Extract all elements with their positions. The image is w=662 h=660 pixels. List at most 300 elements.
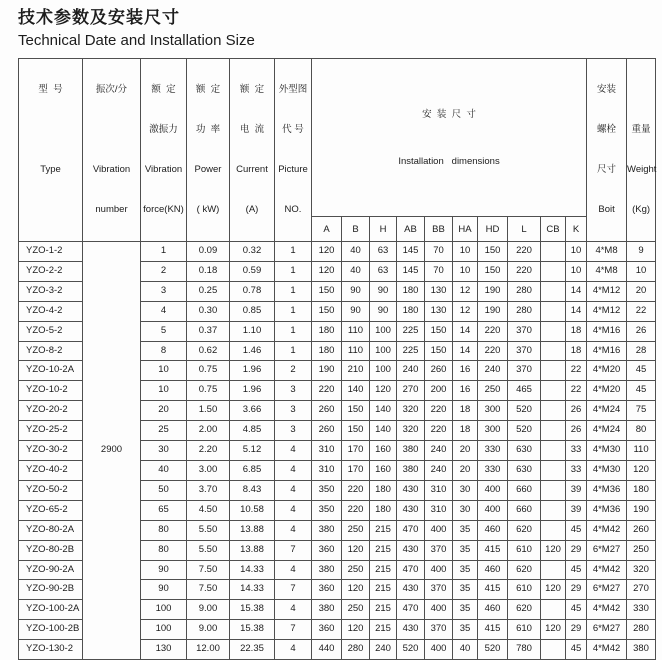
cell-picture: 4 — [275, 500, 312, 520]
cell-BB: 150 — [425, 341, 453, 361]
cell-B: 120 — [342, 540, 370, 560]
page-subtitle: Technical Date and Installation Size — [18, 32, 255, 49]
cell-K: 45 — [566, 600, 587, 620]
cell-L: 660 — [508, 500, 541, 520]
title-block — [0, 0, 662, 51]
cell-type: YZO-80-2B — [19, 540, 83, 560]
table-body — [19, 242, 656, 660]
cell-L: 280 — [508, 301, 541, 321]
col-header-vibration-force: 额 定 激振力 Vibration force(KN) — [141, 59, 187, 242]
cell-AB: 145 — [397, 242, 425, 262]
cell-force: 3 — [141, 281, 187, 301]
cell-bolt: 4*M20 — [587, 361, 627, 381]
col-header-dim-k: K — [566, 217, 587, 242]
cell-K: 45 — [566, 560, 587, 580]
cell-B: 140 — [342, 381, 370, 401]
cell-L: 780 — [508, 640, 541, 660]
cell-bolt: 4*M12 — [587, 301, 627, 321]
cell-H: 140 — [370, 421, 397, 441]
cell-power: 9.00 — [187, 620, 230, 640]
cell-HA: 35 — [453, 580, 478, 600]
cell-HA: 35 — [453, 540, 478, 560]
cell-type: YZO-10-2 — [19, 381, 83, 401]
cell-AB: 225 — [397, 341, 425, 361]
cell-power: 9.00 — [187, 600, 230, 620]
cell-A: 380 — [312, 520, 342, 540]
cell-power: 0.18 — [187, 261, 230, 281]
col-header-installation-dimensions: 安 装 尺 寸 Installation dimensions — [312, 59, 587, 217]
cell-current: 1.46 — [230, 341, 275, 361]
cell-type: YZO-8-2 — [19, 341, 83, 361]
page-title: 技术参数及安装尺寸 — [18, 8, 180, 27]
cell-AB: 380 — [397, 441, 425, 461]
cell-CB — [541, 361, 566, 381]
cell-HA: 20 — [453, 441, 478, 461]
cell-force: 10 — [141, 361, 187, 381]
cell-bolt: 4*M36 — [587, 480, 627, 500]
cell-type: YZO-10-2A — [19, 361, 83, 381]
cell-weight: 120 — [627, 460, 656, 480]
cell-picture: 4 — [275, 480, 312, 500]
cell-picture: 3 — [275, 421, 312, 441]
cell-H: 63 — [370, 242, 397, 262]
cell-current: 15.38 — [230, 600, 275, 620]
cell-AB: 320 — [397, 421, 425, 441]
cell-A: 310 — [312, 441, 342, 461]
cell-weight: 45 — [627, 361, 656, 381]
cell-weight: 270 — [627, 580, 656, 600]
cell-bolt: 4*M42 — [587, 560, 627, 580]
cell-CB — [541, 401, 566, 421]
cell-B: 170 — [342, 441, 370, 461]
cell-current: 0.32 — [230, 242, 275, 262]
cell-bolt: 4*M24 — [587, 401, 627, 421]
cell-type: YZO-90-2A — [19, 560, 83, 580]
cell-weight: 280 — [627, 620, 656, 640]
cell-B: 90 — [342, 301, 370, 321]
cell-current: 1.96 — [230, 361, 275, 381]
cell-L: 660 — [508, 480, 541, 500]
cell-AB: 470 — [397, 600, 425, 620]
cell-BB: 150 — [425, 321, 453, 341]
cell-HA: 35 — [453, 520, 478, 540]
cell-K: 39 — [566, 480, 587, 500]
cell-H: 160 — [370, 441, 397, 461]
cell-HD: 330 — [478, 441, 508, 461]
col-header-dim-ab: AB — [397, 217, 425, 242]
cell-weight: 330 — [627, 600, 656, 620]
cell-L: 610 — [508, 580, 541, 600]
cell-L: 610 — [508, 540, 541, 560]
cell-current: 8.43 — [230, 480, 275, 500]
cell-H: 215 — [370, 560, 397, 580]
cell-H: 240 — [370, 640, 397, 660]
cell-power: 5.50 — [187, 540, 230, 560]
cell-weight: 20 — [627, 281, 656, 301]
col-header-dim-cb: CB — [541, 217, 566, 242]
cell-force: 100 — [141, 600, 187, 620]
cell-force: 90 — [141, 580, 187, 600]
cell-power: 4.50 — [187, 500, 230, 520]
cell-HA: 30 — [453, 500, 478, 520]
cell-K: 29 — [566, 580, 587, 600]
cell-HA: 35 — [453, 620, 478, 640]
cell-H: 180 — [370, 480, 397, 500]
cell-CB — [541, 242, 566, 262]
cell-HA: 35 — [453, 560, 478, 580]
cell-force: 5 — [141, 321, 187, 341]
cell-CB — [541, 321, 566, 341]
cell-BB: 220 — [425, 421, 453, 441]
cell-L: 220 — [508, 242, 541, 262]
cell-picture: 4 — [275, 600, 312, 620]
cell-HD: 300 — [478, 421, 508, 441]
cell-HA: 16 — [453, 361, 478, 381]
cell-HD: 220 — [478, 321, 508, 341]
cell-type: YZO-4-2 — [19, 301, 83, 321]
cell-HA: 20 — [453, 460, 478, 480]
col-header-dim-hd: HD — [478, 217, 508, 242]
cell-power: 1.50 — [187, 401, 230, 421]
cell-power: 3.00 — [187, 460, 230, 480]
cell-AB: 430 — [397, 540, 425, 560]
cell-HA: 18 — [453, 401, 478, 421]
cell-K: 18 — [566, 321, 587, 341]
cell-HA: 18 — [453, 421, 478, 441]
cell-A: 220 — [312, 381, 342, 401]
cell-A: 360 — [312, 540, 342, 560]
cell-CB — [541, 600, 566, 620]
cell-AB: 225 — [397, 321, 425, 341]
technical-data-table — [18, 58, 656, 660]
cell-BB: 400 — [425, 640, 453, 660]
cell-current: 5.12 — [230, 441, 275, 461]
cell-BB: 400 — [425, 560, 453, 580]
cell-AB: 430 — [397, 500, 425, 520]
cell-B: 250 — [342, 520, 370, 540]
cell-H: 120 — [370, 381, 397, 401]
cell-A: 260 — [312, 401, 342, 421]
cell-picture: 7 — [275, 620, 312, 640]
col-header-dim-a: A — [312, 217, 342, 242]
cell-type: YZO-20-2 — [19, 401, 83, 421]
cell-picture: 3 — [275, 401, 312, 421]
cell-force: 1 — [141, 242, 187, 262]
cell-power: 7.50 — [187, 580, 230, 600]
cell-H: 180 — [370, 500, 397, 520]
cell-K: 18 — [566, 341, 587, 361]
cell-BB: 240 — [425, 460, 453, 480]
cell-K: 39 — [566, 500, 587, 520]
cell-bolt: 4*M30 — [587, 460, 627, 480]
cell-HD: 460 — [478, 520, 508, 540]
cell-type: YZO-2-2 — [19, 261, 83, 281]
col-header-dim-l: L — [508, 217, 541, 242]
col-header-dim-b: B — [342, 217, 370, 242]
cell-AB: 430 — [397, 480, 425, 500]
cell-K: 22 — [566, 361, 587, 381]
cell-BB: 130 — [425, 301, 453, 321]
cell-HA: 35 — [453, 600, 478, 620]
cell-bolt: 4*M30 — [587, 441, 627, 461]
cell-weight: 28 — [627, 341, 656, 361]
cell-HA: 30 — [453, 480, 478, 500]
cell-HD: 400 — [478, 480, 508, 500]
cell-current: 10.58 — [230, 500, 275, 520]
cell-current: 13.88 — [230, 540, 275, 560]
cell-HD: 240 — [478, 361, 508, 381]
cell-AB: 180 — [397, 281, 425, 301]
cell-weight: 75 — [627, 401, 656, 421]
col-header-current: 额 定 电 流 Current (A) — [230, 59, 275, 242]
cell-current: 0.85 — [230, 301, 275, 321]
cell-H: 63 — [370, 261, 397, 281]
col-header-vibration-number: 振次/分 Vibration number — [83, 59, 141, 242]
cell-A: 360 — [312, 620, 342, 640]
cell-BB: 370 — [425, 540, 453, 560]
cell-K: 26 — [566, 401, 587, 421]
cell-HD: 190 — [478, 281, 508, 301]
cell-HD: 520 — [478, 640, 508, 660]
cell-CB — [541, 381, 566, 401]
cell-CB — [541, 500, 566, 520]
cell-A: 310 — [312, 460, 342, 480]
cell-A: 380 — [312, 560, 342, 580]
col-header-type: 型 号 Type — [19, 59, 83, 242]
cell-HA: 12 — [453, 301, 478, 321]
cell-picture: 1 — [275, 341, 312, 361]
cell-bolt: 4*M8 — [587, 242, 627, 262]
cell-HD: 190 — [478, 301, 508, 321]
cell-L: 620 — [508, 560, 541, 580]
cell-current: 1.10 — [230, 321, 275, 341]
col-header-dim-ha: HA — [453, 217, 478, 242]
cell-HD: 150 — [478, 261, 508, 281]
cell-K: 26 — [566, 421, 587, 441]
cell-CB — [541, 640, 566, 660]
col-header-dim-h: H — [370, 217, 397, 242]
cell-AB: 145 — [397, 261, 425, 281]
cell-force: 65 — [141, 500, 187, 520]
cell-type: YZO-40-2 — [19, 460, 83, 480]
cell-BB: 70 — [425, 242, 453, 262]
cell-picture: 4 — [275, 520, 312, 540]
cell-H: 140 — [370, 401, 397, 421]
cell-L: 370 — [508, 361, 541, 381]
cell-picture: 7 — [275, 580, 312, 600]
cell-weight: 250 — [627, 540, 656, 560]
cell-L: 465 — [508, 381, 541, 401]
cell-power: 0.09 — [187, 242, 230, 262]
cell-BB: 310 — [425, 480, 453, 500]
cell-force: 100 — [141, 620, 187, 640]
cell-H: 100 — [370, 341, 397, 361]
cell-H: 100 — [370, 361, 397, 381]
cell-L: 370 — [508, 321, 541, 341]
cell-power: 2.00 — [187, 421, 230, 441]
cell-HD: 460 — [478, 600, 508, 620]
cell-power: 5.50 — [187, 520, 230, 540]
cell-weight: 190 — [627, 500, 656, 520]
cell-H: 215 — [370, 600, 397, 620]
cell-BB: 130 — [425, 281, 453, 301]
cell-weight: 380 — [627, 640, 656, 660]
cell-A: 350 — [312, 500, 342, 520]
cell-AB: 380 — [397, 460, 425, 480]
cell-K: 10 — [566, 261, 587, 281]
cell-CB — [541, 281, 566, 301]
cell-force: 25 — [141, 421, 187, 441]
cell-L: 220 — [508, 261, 541, 281]
cell-force: 80 — [141, 540, 187, 560]
cell-current: 1.96 — [230, 381, 275, 401]
cell-bolt: 4*M42 — [587, 520, 627, 540]
cell-CB: 120 — [541, 540, 566, 560]
cell-BB: 370 — [425, 580, 453, 600]
cell-bolt: 6*M27 — [587, 580, 627, 600]
cell-HA: 14 — [453, 321, 478, 341]
cell-B: 250 — [342, 560, 370, 580]
cell-picture: 4 — [275, 640, 312, 660]
cell-K: 22 — [566, 381, 587, 401]
cell-K: 14 — [566, 281, 587, 301]
cell-CB — [541, 301, 566, 321]
cell-HA: 12 — [453, 281, 478, 301]
cell-BB: 200 — [425, 381, 453, 401]
cell-type: YZO-130-2 — [19, 640, 83, 660]
cell-B: 120 — [342, 580, 370, 600]
cell-B: 220 — [342, 480, 370, 500]
cell-A: 260 — [312, 421, 342, 441]
cell-AB: 470 — [397, 560, 425, 580]
cell-vibration-number: 2900 — [83, 242, 141, 660]
cell-weight: 320 — [627, 560, 656, 580]
cell-HD: 300 — [478, 401, 508, 421]
cell-H: 90 — [370, 301, 397, 321]
cell-L: 630 — [508, 460, 541, 480]
cell-type: YZO-1-2 — [19, 242, 83, 262]
cell-force: 90 — [141, 560, 187, 580]
cell-picture: 4 — [275, 441, 312, 461]
cell-force: 30 — [141, 441, 187, 461]
cell-type: YZO-3-2 — [19, 281, 83, 301]
cell-H: 215 — [370, 540, 397, 560]
table-row — [19, 242, 656, 262]
cell-HD: 460 — [478, 560, 508, 580]
cell-L: 620 — [508, 520, 541, 540]
cell-B: 90 — [342, 281, 370, 301]
cell-picture: 1 — [275, 242, 312, 262]
cell-K: 33 — [566, 441, 587, 461]
cell-CB — [541, 261, 566, 281]
cell-HA: 10 — [453, 242, 478, 262]
cell-power: 0.62 — [187, 341, 230, 361]
cell-picture: 1 — [275, 321, 312, 341]
cell-bolt: 4*M24 — [587, 421, 627, 441]
cell-bolt: 4*M36 — [587, 500, 627, 520]
cell-picture: 2 — [275, 361, 312, 381]
cell-picture: 7 — [275, 540, 312, 560]
cell-A: 380 — [312, 600, 342, 620]
cell-type: YZO-100-2B — [19, 620, 83, 640]
cell-picture: 1 — [275, 301, 312, 321]
cell-weight: 10 — [627, 261, 656, 281]
cell-type: YZO-90-2B — [19, 580, 83, 600]
cell-CB — [541, 441, 566, 461]
cell-CB — [541, 480, 566, 500]
cell-bolt: 4*M12 — [587, 281, 627, 301]
col-header-picture-no: 外型图 代 号 Picture NO. — [275, 59, 312, 242]
cell-picture: 3 — [275, 381, 312, 401]
cell-CB — [541, 560, 566, 580]
cell-AB: 180 — [397, 301, 425, 321]
cell-weight: 180 — [627, 480, 656, 500]
cell-A: 120 — [312, 242, 342, 262]
cell-CB — [541, 341, 566, 361]
cell-force: 130 — [141, 640, 187, 660]
cell-type: YZO-100-2A — [19, 600, 83, 620]
cell-current: 22.35 — [230, 640, 275, 660]
cell-HA: 16 — [453, 381, 478, 401]
cell-HA: 10 — [453, 261, 478, 281]
cell-H: 90 — [370, 281, 397, 301]
cell-HD: 400 — [478, 500, 508, 520]
cell-power: 3.70 — [187, 480, 230, 500]
cell-B: 40 — [342, 242, 370, 262]
cell-bolt: 6*M27 — [587, 540, 627, 560]
cell-current: 14.33 — [230, 580, 275, 600]
cell-A: 350 — [312, 480, 342, 500]
cell-type: YZO-5-2 — [19, 321, 83, 341]
cell-force: 2 — [141, 261, 187, 281]
cell-type: YZO-65-2 — [19, 500, 83, 520]
cell-bolt: 4*M20 — [587, 381, 627, 401]
cell-type: YZO-80-2A — [19, 520, 83, 540]
cell-B: 280 — [342, 640, 370, 660]
cell-B: 250 — [342, 600, 370, 620]
cell-L: 520 — [508, 401, 541, 421]
cell-type: YZO-30-2 — [19, 441, 83, 461]
col-header-weight: 重量 Weight (Kg) — [627, 59, 656, 242]
cell-K: 29 — [566, 540, 587, 560]
cell-H: 160 — [370, 460, 397, 480]
table-header — [19, 59, 656, 242]
cell-force: 10 — [141, 381, 187, 401]
cell-AB: 240 — [397, 361, 425, 381]
cell-B: 170 — [342, 460, 370, 480]
cell-type: YZO-25-2 — [19, 421, 83, 441]
cell-AB: 430 — [397, 620, 425, 640]
cell-CB: 120 — [541, 620, 566, 640]
cell-HD: 250 — [478, 381, 508, 401]
cell-HD: 220 — [478, 341, 508, 361]
cell-HD: 330 — [478, 460, 508, 480]
cell-BB: 400 — [425, 600, 453, 620]
cell-power: 0.37 — [187, 321, 230, 341]
cell-weight: 80 — [627, 421, 656, 441]
cell-K: 45 — [566, 640, 587, 660]
cell-K: 33 — [566, 460, 587, 480]
cell-L: 520 — [508, 421, 541, 441]
cell-K: 29 — [566, 620, 587, 640]
cell-A: 180 — [312, 341, 342, 361]
cell-BB: 240 — [425, 441, 453, 461]
cell-HD: 415 — [478, 580, 508, 600]
cell-power: 0.30 — [187, 301, 230, 321]
cell-BB: 370 — [425, 620, 453, 640]
cell-A: 120 — [312, 261, 342, 281]
cell-power: 0.25 — [187, 281, 230, 301]
